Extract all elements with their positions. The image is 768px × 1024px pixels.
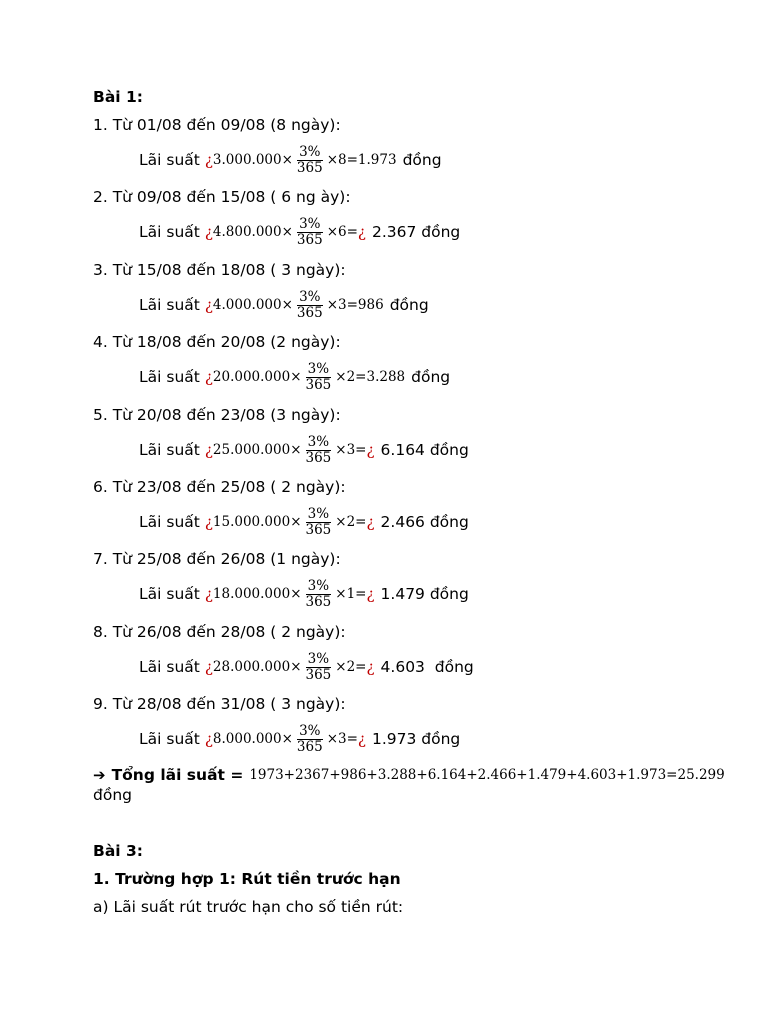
placeholder-mark: ¿: [204, 585, 213, 603]
fraction-numerator: 3%: [307, 577, 330, 594]
formula-line: [139, 647, 474, 687]
formula-multiplier: ×3=: [335, 442, 367, 458]
formula-result: 2.466 đồng: [380, 513, 469, 531]
fraction-numerator: 3%: [299, 288, 321, 305]
bai3-heading: Bài 3:: [93, 842, 143, 860]
formula-multiplier: ×2=: [335, 514, 367, 530]
formula-line: [139, 357, 450, 397]
arrow-right-icon: ➔: [93, 766, 106, 784]
placeholder-mark: ¿: [204, 730, 213, 748]
fraction-numerator: 3%: [299, 215, 321, 232]
placeholder-mark: ¿: [204, 368, 213, 386]
formula-result: 4.603 đồng: [380, 658, 474, 676]
formula-amount: 15.000.000: [212, 514, 291, 530]
fraction-numerator: 3%: [299, 143, 321, 160]
times-sign: ×: [290, 369, 302, 385]
fraction-numerator: 3%: [307, 650, 330, 667]
formula-line: [139, 719, 460, 759]
bai1-heading: Bài 1:: [93, 88, 143, 106]
rate-fraction: [304, 362, 334, 393]
fraction-denominator: 365: [305, 376, 332, 393]
item-title: 6. Từ 23/08 đến 25/08 ( 2 ngày):: [93, 478, 346, 496]
formula-label: Lãi suất: [139, 513, 200, 531]
formula-amount: 20.000.000: [212, 369, 291, 385]
placeholder-mark: ¿: [204, 658, 213, 676]
item-title: 1. Từ 01/08 đến 09/08 (8 ngày):: [93, 116, 341, 134]
rate-fraction: [295, 145, 325, 176]
formula-label: Lãi suất: [139, 658, 200, 676]
fraction-denominator: 365: [305, 521, 332, 538]
item-title: 3. Từ 15/08 đến 18/08 ( 3 ngày):: [93, 261, 346, 279]
formula-label: Lãi suất: [139, 730, 200, 748]
formula-amount: 18.000.000: [212, 586, 291, 602]
placeholder-mark: ¿: [204, 441, 213, 459]
fraction-denominator: 365: [296, 159, 323, 176]
rate-fraction: [304, 579, 334, 610]
total-label: Tổng lãi suất =: [111, 766, 244, 784]
case1-heading: 1. Trường hợp 1: Rút tiền trước hạn: [93, 870, 401, 888]
formula-line: [139, 430, 469, 470]
formula-multiplier: ×3=: [326, 731, 358, 747]
formula-line: [139, 140, 442, 180]
formula-result: đồng: [411, 368, 451, 386]
item-title: 2. Từ 09/08 đến 15/08 ( 6 ng ày):: [93, 188, 351, 206]
rate-fraction: [304, 507, 334, 538]
times-sign: ×: [290, 586, 302, 602]
placeholder-mark: ¿: [357, 730, 366, 748]
formula-label: Lãi suất: [139, 441, 200, 459]
formula-multiplier: ×3=986: [326, 297, 384, 313]
item-title: 7. Từ 25/08 đến 26/08 (1 ngày):: [93, 550, 341, 568]
formula-amount: 4.800.000: [212, 224, 282, 240]
formula-result: đồng: [402, 151, 442, 169]
fraction-numerator: 3%: [299, 722, 321, 739]
formula-amount: 4.000.000: [212, 297, 282, 313]
formula-multiplier: ×8=1.973: [326, 152, 397, 168]
formula-amount: 3.000.000: [212, 152, 282, 168]
placeholder-mark: ¿: [204, 223, 213, 241]
formula-result: 1.479 đồng: [380, 585, 469, 603]
formula-label: Lãi suất: [139, 296, 200, 314]
fraction-numerator: 3%: [307, 505, 330, 522]
placeholder-mark: ¿: [357, 223, 366, 241]
item-title: 5. Từ 20/08 đến 23/08 (3 ngày):: [93, 406, 341, 424]
formula-result: 1.973 đồng: [371, 730, 461, 748]
rate-fraction: [295, 290, 325, 321]
total-unit: đồng: [93, 786, 132, 804]
placeholder-mark: ¿: [366, 585, 375, 603]
times-sign: ×: [281, 731, 293, 747]
fraction-denominator: 365: [305, 593, 332, 610]
times-sign: ×: [290, 514, 302, 530]
formula-label: Lãi suất: [139, 151, 200, 169]
total-line: [93, 766, 725, 784]
rate-fraction: [304, 435, 334, 466]
fraction-denominator: 365: [296, 738, 323, 755]
formula-label: Lãi suất: [139, 223, 200, 241]
item-title: 4. Từ 18/08 đến 20/08 (2 ngày):: [93, 333, 341, 351]
formula-result: 2.367 đồng: [371, 223, 461, 241]
placeholder-mark: ¿: [204, 151, 213, 169]
formula-result: 6.164 đồng: [380, 441, 469, 459]
fraction-denominator: 365: [305, 449, 332, 466]
total-expression: 1973+2367+986+3.288+6.164+2.466+1.479+4.603+1.973=25.299: [249, 767, 725, 783]
formula-multiplier: ×2=3.288: [335, 369, 406, 385]
formula-result: đồng: [389, 296, 429, 314]
rate-fraction: [304, 652, 334, 683]
rate-fraction: [295, 724, 325, 755]
formula-amount: 25.000.000: [212, 442, 291, 458]
formula-line: [139, 212, 460, 252]
times-sign: ×: [281, 224, 293, 240]
formula-amount: 8.000.000: [212, 731, 282, 747]
item-title: 8. Từ 26/08 đến 28/08 ( 2 ngày):: [93, 623, 346, 641]
formula-amount: 28.000.000: [212, 659, 291, 675]
placeholder-mark: ¿: [366, 441, 375, 459]
placeholder-mark: ¿: [204, 513, 213, 531]
formula-label: Lãi suất: [139, 585, 200, 603]
item-a-text: a) Lãi suất rút trước hạn cho số tiền rút:: [93, 898, 404, 916]
fraction-denominator: 365: [296, 231, 323, 248]
rate-fraction: [295, 217, 325, 248]
formula-line: [139, 502, 469, 542]
formula-multiplier: ×2=: [335, 659, 367, 675]
placeholder-mark: ¿: [204, 296, 213, 314]
fraction-denominator: 365: [305, 666, 332, 683]
times-sign: ×: [281, 152, 293, 168]
fraction-numerator: 3%: [307, 360, 330, 377]
fraction-numerator: 3%: [307, 433, 330, 450]
formula-multiplier: ×6=: [326, 224, 358, 240]
fraction-denominator: 365: [296, 304, 323, 321]
placeholder-mark: ¿: [366, 658, 375, 676]
formula-line: [139, 285, 429, 325]
formula-multiplier: ×1=: [335, 586, 367, 602]
times-sign: ×: [290, 442, 302, 458]
times-sign: ×: [290, 659, 302, 675]
item-title: 9. Từ 28/08 đến 31/08 ( 3 ngày):: [93, 695, 346, 713]
times-sign: ×: [281, 297, 293, 313]
formula-label: Lãi suất: [139, 368, 200, 386]
placeholder-mark: ¿: [366, 513, 375, 531]
formula-line: [139, 574, 469, 614]
